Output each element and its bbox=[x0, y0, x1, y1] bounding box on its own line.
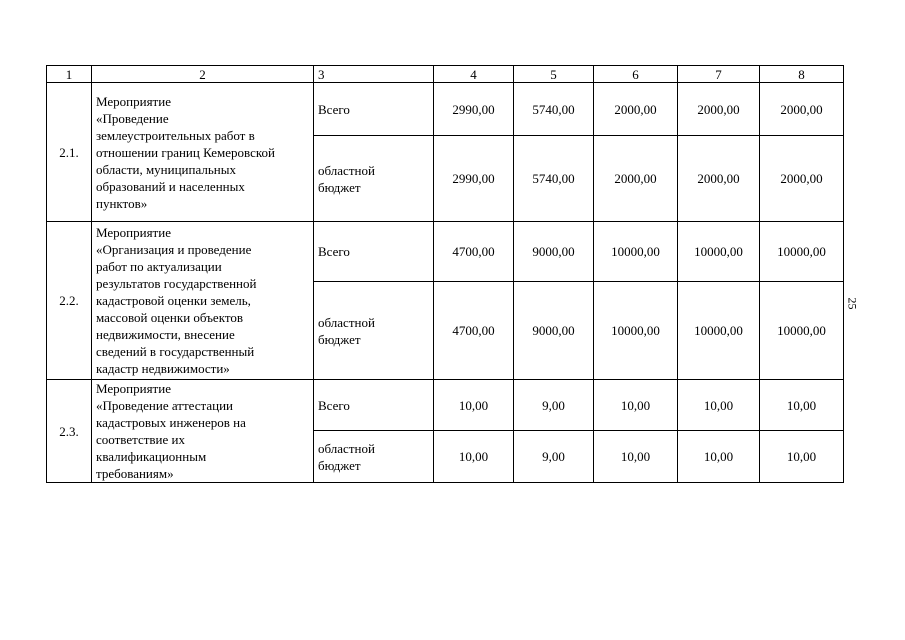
value-cell: 10000,00 bbox=[678, 282, 760, 380]
value-cell: 9000,00 bbox=[514, 282, 594, 380]
value-cell: 10,00 bbox=[760, 380, 844, 431]
value-cell: 10,00 bbox=[434, 431, 514, 483]
funding-source: областной бюджет bbox=[314, 282, 434, 380]
value-cell: 2000,00 bbox=[760, 136, 844, 222]
value-cell: 10,00 bbox=[760, 431, 844, 483]
funding-source: областной бюджет bbox=[314, 136, 434, 222]
header-cell-4: 4 bbox=[434, 66, 514, 83]
value-cell: 2000,00 bbox=[678, 136, 760, 222]
header-cell-1: 1 bbox=[47, 66, 92, 83]
value-cell: 10000,00 bbox=[594, 222, 678, 282]
header-cell-6: 6 bbox=[594, 66, 678, 83]
funding-source: Всего bbox=[314, 380, 434, 431]
header-cell-5: 5 bbox=[514, 66, 594, 83]
value-cell: 4700,00 bbox=[434, 222, 514, 282]
value-cell: 10000,00 bbox=[678, 222, 760, 282]
budget-table bbox=[46, 65, 844, 483]
value-cell: 10,00 bbox=[678, 380, 760, 431]
value-cell: 10,00 bbox=[594, 380, 678, 431]
row-description: Мероприятие «Проведение аттестации кадастровых инженеров на соответствие их квалификационным требованиям» bbox=[92, 380, 314, 483]
value-cell: 10,00 bbox=[594, 431, 678, 483]
row-number: 2.3. bbox=[47, 380, 92, 483]
row-description: Мероприятие «Организация и проведение работ по актуализации результатов государственной кадастровой оценки земель, массовой оценки объектов недвижимости, внесение сведений в государственный кадастр недвижимости» bbox=[92, 222, 314, 380]
page-number: 25 bbox=[845, 297, 860, 310]
value-cell: 10,00 bbox=[434, 380, 514, 431]
header-cell-8: 8 bbox=[760, 66, 844, 83]
funding-source: Всего bbox=[314, 222, 434, 282]
header-cell-2: 2 bbox=[92, 66, 314, 83]
row-description: Мероприятие «Проведение землеустроительных работ в отношении границ Кемеровской области, муниципальных образований и населенных пунктов» bbox=[92, 83, 314, 222]
value-cell: 5740,00 bbox=[514, 83, 594, 136]
table-row bbox=[47, 83, 844, 136]
table-row bbox=[47, 222, 844, 282]
value-cell: 5740,00 bbox=[514, 136, 594, 222]
row-number: 2.2. bbox=[47, 222, 92, 380]
header-cell-7: 7 bbox=[678, 66, 760, 83]
funding-source: Всего bbox=[314, 83, 434, 136]
value-cell: 2000,00 bbox=[678, 83, 760, 136]
value-cell: 9,00 bbox=[514, 431, 594, 483]
row-number: 2.1. bbox=[47, 83, 92, 222]
value-cell: 2000,00 bbox=[594, 83, 678, 136]
value-cell: 9000,00 bbox=[514, 222, 594, 282]
value-cell: 2990,00 bbox=[434, 136, 514, 222]
funding-source: областной бюджет bbox=[314, 431, 434, 483]
value-cell: 2000,00 bbox=[760, 83, 844, 136]
header-cell-3: 3 bbox=[314, 66, 434, 83]
table-row bbox=[47, 380, 844, 431]
value-cell: 4700,00 bbox=[434, 282, 514, 380]
value-cell: 10000,00 bbox=[594, 282, 678, 380]
value-cell: 2990,00 bbox=[434, 83, 514, 136]
header-row bbox=[47, 66, 844, 83]
value-cell: 10000,00 bbox=[760, 222, 844, 282]
value-cell: 2000,00 bbox=[594, 136, 678, 222]
value-cell: 10,00 bbox=[678, 431, 760, 483]
value-cell: 9,00 bbox=[514, 380, 594, 431]
value-cell: 10000,00 bbox=[760, 282, 844, 380]
